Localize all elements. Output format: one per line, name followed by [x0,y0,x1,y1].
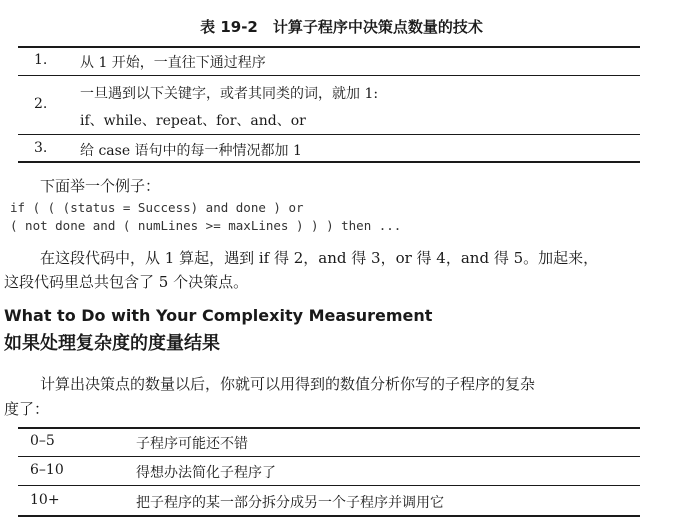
table-caption: 表 19-2 计算子程序中决策点数量的技术 [200,18,483,36]
range-cell: 10+ [30,492,60,508]
advice-cell: 得想办法简化子程序了 [136,465,276,481]
table-row-number: 3. [34,140,48,156]
paragraph-line: 度了： [4,400,50,418]
table-top-rule [18,427,640,429]
table-divider [18,485,640,486]
advice-cell: 子程序可能还不错 [136,436,248,452]
table-divider [18,134,640,135]
table-row-text: 一旦遇到以下关键字，或者其同类的词，就加 1: [80,86,379,102]
table-row-number: 2. [34,96,48,112]
table-bottom-rule [18,515,640,517]
table-divider [18,456,640,457]
table-row-number: 1. [34,52,48,68]
paragraph-line: 计算出决策点的数量以后，你就可以用得到的数值分析你写的子程序的复杂 [40,375,536,393]
table-divider [18,75,640,76]
range-cell: 0–5 [30,433,55,449]
table-bottom-rule [18,161,640,163]
advice-cell: 把子程序的某一部分拆分成另一个子程序并调用它 [136,495,444,511]
table-row-text: 从 1 开始，一直往下通过程序 [80,55,266,71]
code-line: ( not done and ( numLines >= maxLines ) ) ) then ... [10,218,402,233]
paragraph-line: 在这段代码中，从 1 算起，遇到 if 得 2，and 得 3，or 得 4，and 得 5。加起来， [40,249,599,267]
table-row-text: 给 case 语句中的每一种情况都加 1 [80,143,302,159]
table-row-keywords: if、while、repeat、for、and、or [80,113,306,129]
section-heading-english: What to Do with Your Complexity Measurement [4,306,433,325]
paragraph-line: 这段代码里总共包含了 5 个决策点。 [4,273,249,291]
range-cell: 6–10 [30,462,64,478]
example-intro: 下面举一个例子： [40,177,161,195]
table-top-rule [18,46,640,48]
section-heading-chinese: 如果处理复杂度的度量结果 [4,333,220,354]
code-line: if ( ( (status = Success) and done ) or [10,200,304,215]
